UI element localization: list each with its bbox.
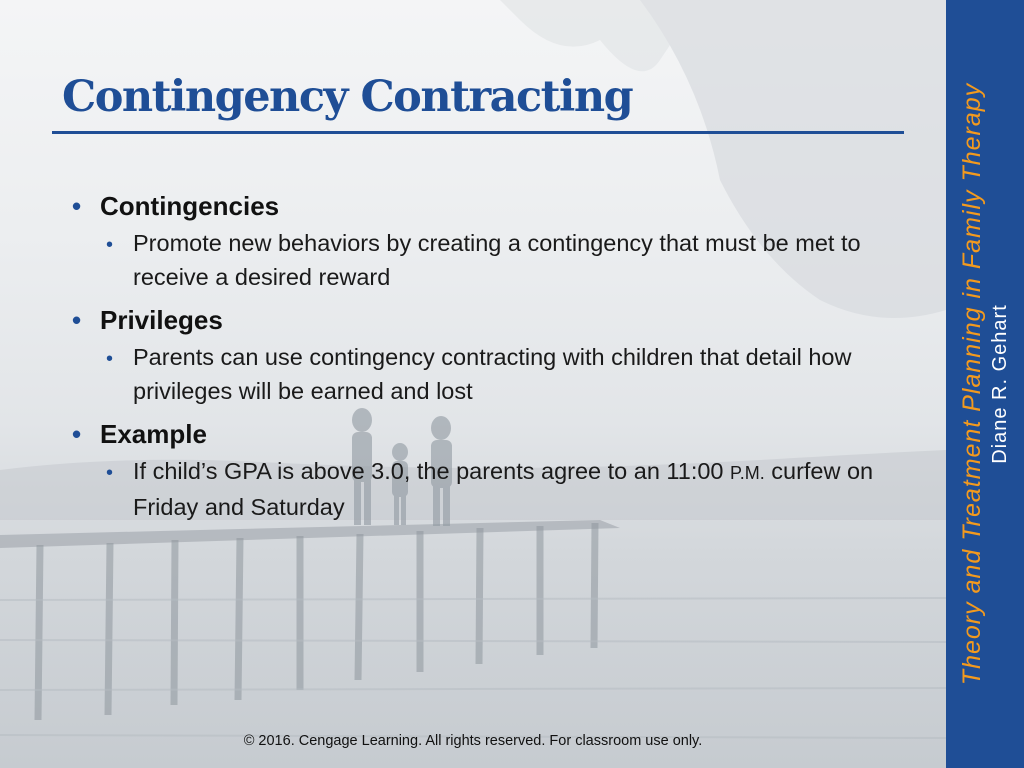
- bullet-heading: Contingencies: [100, 191, 280, 221]
- bullet-item-contingencies: [72, 186, 902, 294]
- sub-bullet-text: [133, 454, 902, 524]
- example-text-main: If child’s GPA is above 3.0, the parents agree to an 11:00: [133, 458, 731, 484]
- bullet-icon: •: [72, 191, 82, 221]
- copyright-footer: © 2016. Cengage Learning. All rights reserved. For classroom use only.: [243, 733, 703, 749]
- bullet-icon: •: [72, 305, 82, 335]
- pm-label: P.M.: [730, 463, 765, 483]
- slide-title: Contingency Contracting: [62, 72, 633, 122]
- sub-bullet-text: Parents can use contingency contracting with children that detail how privileges will be earned and lost: [133, 344, 852, 404]
- bullet-icon: •: [72, 419, 82, 449]
- title-underline: [52, 131, 904, 134]
- sub-bullet-icon: •: [106, 234, 114, 256]
- sub-bullet-text: Promote new behaviors by creating a contingency that must be met to receive a desired reward: [133, 230, 861, 290]
- bullet-heading: Privileges: [100, 305, 223, 335]
- bullet-item-privileges: [72, 300, 902, 408]
- sub-bullet-icon: •: [106, 462, 114, 484]
- author-name: Diane R. Gehart: [989, 304, 1011, 464]
- bullet-item-example: [72, 414, 902, 524]
- bullet-heading: Example: [100, 419, 207, 449]
- book-title: Theory and Treatment Planning in Family Therapy: [958, 82, 986, 686]
- sidebar-caption: [957, 54, 1013, 714]
- sub-bullet-icon: •: [106, 348, 114, 370]
- example-text-tail: curfew on Friday and Saturday: [133, 458, 874, 520]
- bullet-list: [72, 186, 902, 530]
